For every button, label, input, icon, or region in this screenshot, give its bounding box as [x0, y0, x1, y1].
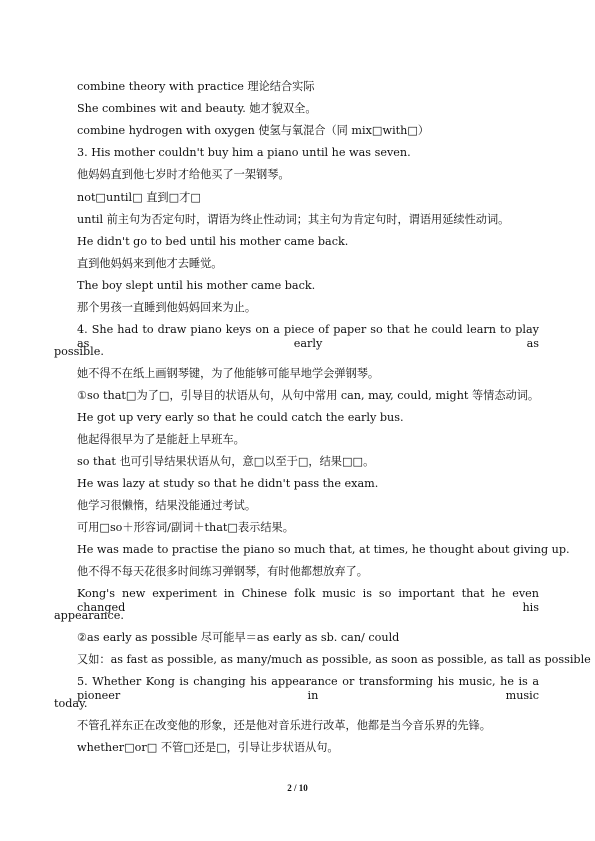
text-line: 他学习很懒惰，结果没能通过考试。 [77, 499, 257, 512]
text-line: combine hydrogen with oxygen 使氢与氧混合（同 mix□with□） [77, 124, 430, 137]
text-line: combine theory with practice 理论结合实际 [77, 80, 315, 93]
page-number: 2 / 10 [287, 783, 308, 793]
text-line: 又如：as fast as possible, as many/much as possible, as soon as possible, as tall as possible [77, 653, 591, 666]
text-line: 3. His mother couldn't buy him a piano until he was seven. [77, 146, 411, 159]
text-line: He was made to practise the piano so much that, at times, he thought about giving up. [77, 543, 570, 556]
text-line: 5. Whether Kong is changing his appearance or transforming his music, he is a pioneer in music [77, 675, 539, 702]
text-line: Kong's new experiment in Chinese folk music is so important that he even changed his [77, 587, 539, 614]
text-line: The boy slept until his mother came back. [77, 279, 316, 292]
text-line: ②as early as possible 尽可能早＝as early as sb. can/ could [77, 631, 400, 644]
text-line: today. [54, 697, 88, 710]
text-line: 他妈妈直到他七岁时才给他买了一架钢琴。 [77, 168, 290, 181]
text-line: He was lazy at study so that he didn't pass the exam. [77, 477, 379, 490]
text-line: ①so that□为了□，引导目的状语从句，从句中常用 can, may, could, might 等情态动词。 [77, 389, 540, 402]
text-line: He got up very early so that he could catch the early bus. [77, 411, 404, 424]
text-line: 不管孔祥东正在改变他的形象，还是他对音乐进行改革，他都是当今音乐界的先锋。 [77, 719, 491, 732]
text-line: 那个男孩一直睡到他妈妈回来为止。 [77, 301, 257, 314]
text-line: 4. She had to draw piano keys on a piece of paper so that he could learn to play as early as [77, 323, 539, 350]
text-line: 直到他妈妈来到他才去睡觉。 [77, 257, 223, 270]
text-line: She combines wit and beauty. 她才貌双全。 [77, 102, 317, 115]
text-line: 她不得不在纸上画钢琴键，为了他能够可能早地学会弹钢琴。 [77, 367, 380, 380]
text-line: 他不得不每天花很多时间练习弹钢琴，有时他都想放弃了。 [77, 565, 368, 578]
text-line: 他起得很早为了是能赶上早班车。 [77, 433, 245, 446]
text-line: He didn't go to bed until his mother came back. [77, 235, 349, 248]
text-line: possible. [54, 345, 104, 358]
text-line: so that 也可引导结果状语从句，意□以至于□，结果□□。 [77, 455, 375, 468]
text-line: not□until□ 直到□才□ [77, 191, 201, 204]
text-line: whether□or□ 不管□还是□，引导让步状语从句。 [77, 741, 339, 754]
text-line: until 前主句为否定句时，谓语为终止性动词；其主句为肯定句时，谓语用延续性动词。 [77, 213, 510, 226]
text-line: appearance. [54, 609, 124, 622]
text-line: 可用□so＋形容词/副词＋that□表示结果。 [77, 521, 294, 534]
